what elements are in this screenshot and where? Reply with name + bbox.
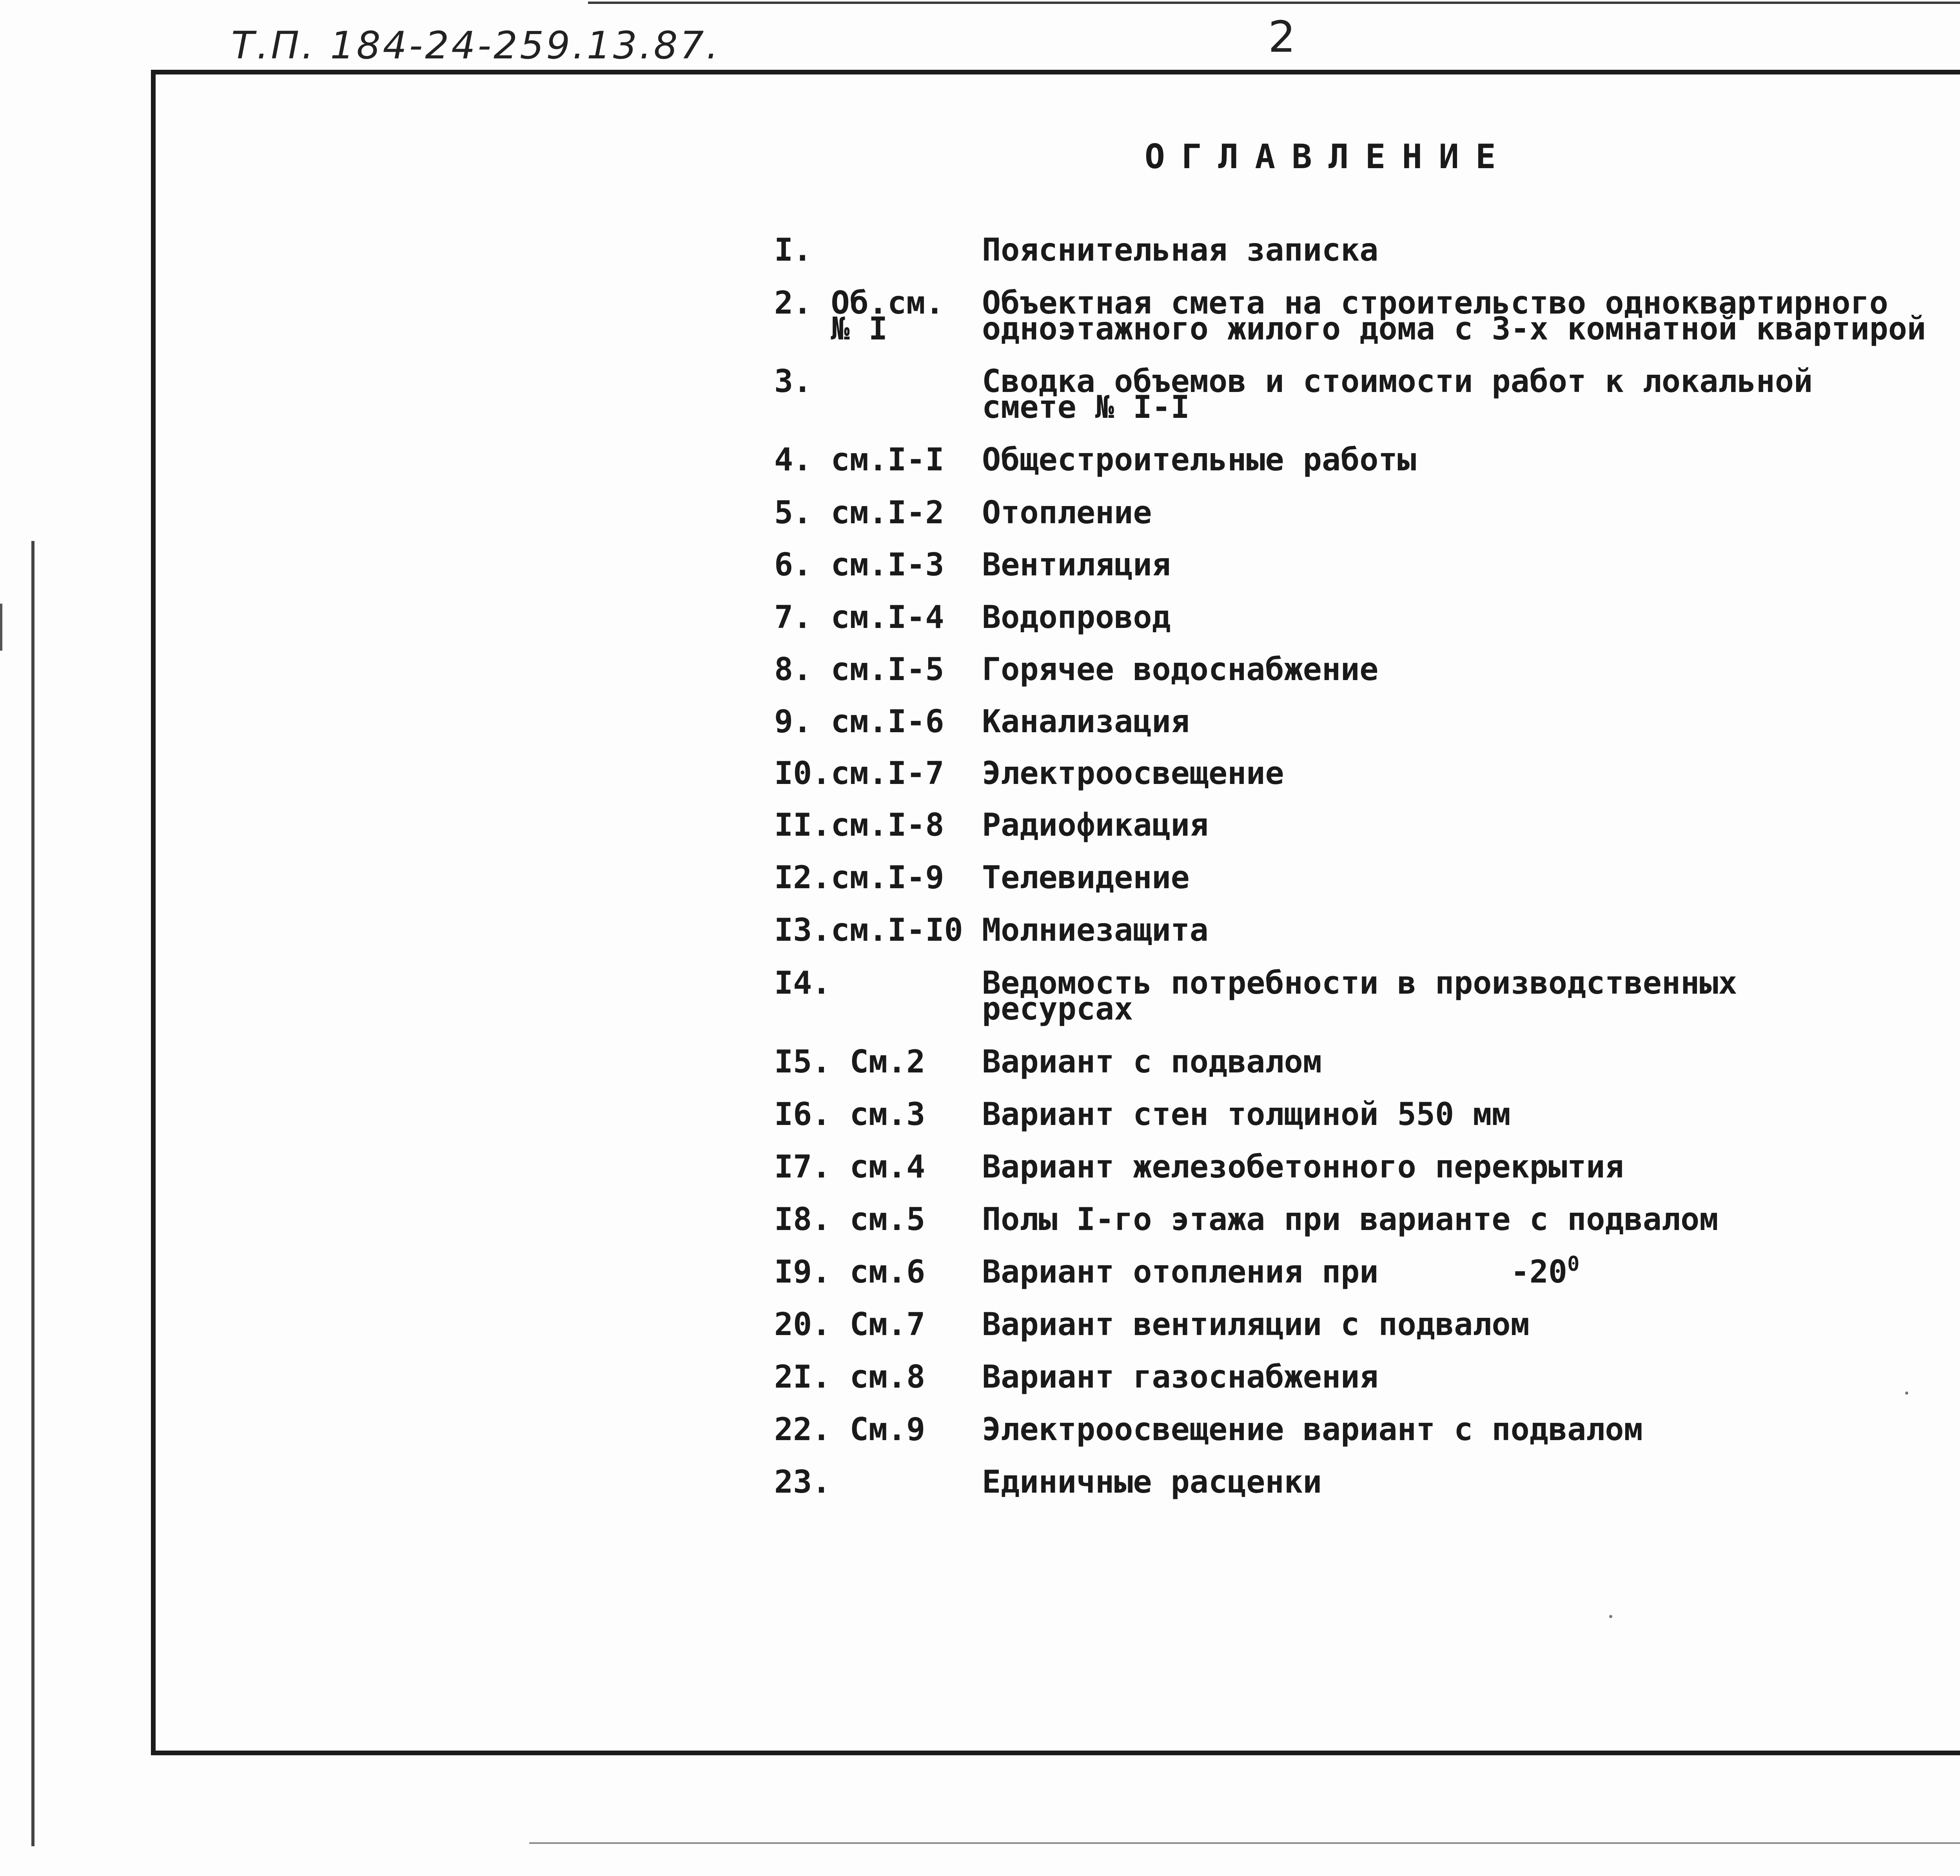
toc-item-number: II.см.I-8	[774, 807, 944, 843]
toc-item-number: 7. см.I-4	[774, 599, 944, 635]
toc-item-text: Электроосвещение	[982, 755, 1284, 791]
toc-item-number: 3.	[774, 363, 812, 399]
toc-item-number: I8. см.5	[774, 1201, 926, 1237]
toc-item-text: Объектная смета на строительство одноквартирного одноэтажного жилого дома с 3-х комнатной квартирой	[982, 285, 1926, 347]
toc-item-number: 4. см.I-I	[774, 441, 944, 478]
toc-item-number: 2I. см.8	[774, 1359, 926, 1395]
toc-item-number: 9. см.I-6	[774, 703, 944, 740]
toc-item-text: Общестроительные работы	[982, 441, 1416, 478]
toc-item-number: I6. см.3	[774, 1096, 926, 1132]
toc-item-text: Вариант вентиляции с подвалом	[982, 1306, 1530, 1343]
toc-item-number: I0.см.I-7	[774, 755, 944, 791]
toc-item-number: I5. См.2	[774, 1043, 926, 1080]
toc-item-number: 23.	[774, 1464, 831, 1500]
toc-item-number: I3.см.I-I0	[774, 912, 963, 948]
toc-item-text: Канализация	[982, 703, 1190, 740]
toc-item-number: I4.	[774, 965, 831, 1001]
toc-item-text-main: Вариант отопления при -20	[982, 1254, 1568, 1290]
toc-item-text: Сводка объемов и стоимости работ к локальной смете № I-I	[982, 363, 1813, 425]
toc-item-number: 20. См.7	[774, 1306, 926, 1343]
toc-item-text: Радиофикация	[982, 807, 1209, 843]
toc-item-text: Вариант железобетонного перекрытия	[982, 1148, 1624, 1185]
toc-item-text: Вариант газоснабжения	[982, 1359, 1379, 1395]
toc-item-number: 6. см.I-3	[774, 546, 944, 583]
toc-item-text: Телевидение	[982, 859, 1190, 896]
toc-item-text: Ведомость потребности в производственных ресурсах	[982, 965, 1737, 1027]
toc-item-text: Вентиляция	[982, 546, 1171, 583]
toc-item-number: 22. См.9	[774, 1411, 926, 1448]
toc-item-text: Полы I-го этажа при варианте с подвалом	[982, 1201, 1719, 1237]
toc-item-text: Горячее водоснабжение	[982, 651, 1379, 688]
toc-item-number: I2.см.I-9	[774, 859, 944, 896]
toc-item-text: Молниезащита	[982, 912, 1209, 948]
toc-item-number: I.	[774, 232, 812, 268]
document-code: Т.П. 184-24-259.13.87.	[231, 24, 721, 67]
toc-item-text: Электроосвещение вариант с подвалом	[982, 1411, 1643, 1448]
toc-item-number: 5. см.I-2	[774, 494, 944, 531]
toc-item-text: Водопровод	[982, 599, 1171, 635]
toc-item-text: Единичные расценки	[982, 1464, 1322, 1500]
toc-item-text: Вариант с подвалом	[982, 1043, 1322, 1080]
toc-item-number: I7. см.4	[774, 1148, 926, 1185]
page-title: ОГЛАВЛЕНИЕ	[1145, 137, 1512, 176]
toc-item-number: 2. Об.см. № I	[774, 285, 944, 347]
toc-item-text	[982, 1252, 1580, 1290]
toc-item-number: I9. см.6	[774, 1254, 926, 1290]
toc-item-text: Пояснительная записка	[982, 232, 1379, 268]
toc-item-text: Вариант стен толщиной 550 мм	[982, 1096, 1511, 1132]
page-number: 2	[1268, 12, 1298, 62]
toc-item-number: 8. см.I-5	[774, 651, 944, 688]
degree-superscript: 0	[1567, 1252, 1580, 1276]
toc-item-text: Отопление	[982, 494, 1152, 531]
